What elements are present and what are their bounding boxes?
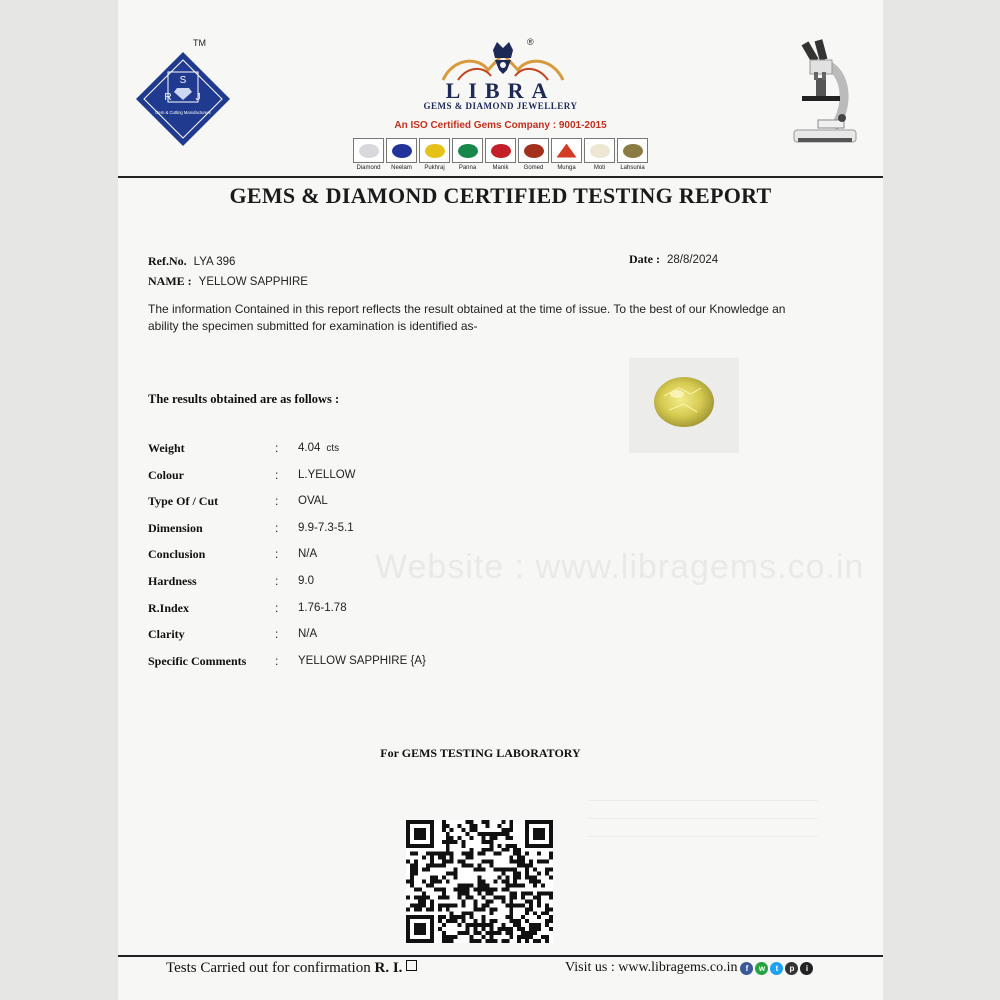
- gem-stone-icon: [359, 144, 379, 158]
- result-value: [298, 602, 347, 614]
- result-value: [298, 522, 354, 534]
- result-value: [298, 442, 339, 454]
- gem-label: Neelam: [391, 165, 412, 171]
- trademark-mark: TM: [193, 38, 206, 48]
- gem-item-diamond: [353, 138, 384, 171]
- result-colon: :: [275, 467, 279, 482]
- gem-image: [518, 138, 549, 163]
- whatsapp-icon[interactable]: w: [755, 962, 768, 975]
- visit-us-text[interactable]: Visit us : www.libragems.co.in: [565, 960, 738, 975]
- result-value-text: 1.76-1.78: [298, 601, 347, 614]
- result-value: [298, 575, 314, 587]
- result-label: Clarity: [148, 627, 185, 642]
- result-value: [298, 655, 426, 667]
- registered-mark: ®: [527, 37, 534, 47]
- microscope-icon: [786, 38, 861, 146]
- brand-name: LIBRA: [445, 78, 556, 103]
- rj-letter-j: J: [195, 92, 201, 103]
- result-value-text: OVAL: [298, 495, 328, 508]
- social-icons: [740, 962, 813, 975]
- gem-image: [386, 138, 417, 163]
- rj-letter-s: S: [179, 75, 187, 86]
- gem-image: [617, 138, 648, 163]
- gem-image: [452, 138, 483, 163]
- ref-value: LYA 396: [193, 256, 236, 268]
- gem-stone-icon: [623, 144, 643, 158]
- result-label: Type Of / Cut: [148, 494, 219, 509]
- gem-image: [419, 138, 450, 163]
- gem-type-row: [353, 138, 648, 171]
- gem-item-moti: [584, 138, 615, 171]
- results-heading: The results obtained are as follows :: [148, 392, 340, 406]
- result-value-text: L.YELLOW: [298, 468, 356, 481]
- gem-label: Moti: [593, 165, 606, 171]
- rj-letter-r: R: [164, 92, 172, 103]
- footer-confirmation: [166, 960, 417, 977]
- instagram-icon[interactable]: i: [800, 962, 813, 975]
- result-colon: :: [275, 441, 279, 455]
- certificate-sheet: [118, 0, 883, 1000]
- brand-tagline: GEMS & DIAMOND JEWELLERY: [423, 101, 578, 111]
- ghost-line: [588, 800, 818, 801]
- result-value-text: N/A: [298, 548, 318, 561]
- iso-certification: An ISO Certified Gems Company : 9001-2015: [394, 120, 607, 131]
- gem-label: Manik: [492, 165, 509, 171]
- ref-line: [148, 252, 235, 270]
- gem-item-lahsunia: [617, 138, 648, 171]
- rj-caption: Gem & Cutting Manufacturers: [155, 110, 211, 115]
- footer-rule: [118, 955, 883, 957]
- result-colon: :: [275, 520, 279, 535]
- ghost-line: [588, 818, 818, 819]
- gem-label: Munga: [557, 165, 576, 171]
- result-value: [298, 548, 317, 560]
- gem-label: Gomed: [523, 165, 544, 171]
- result-colon: :: [275, 573, 279, 588]
- date-line: [629, 250, 718, 268]
- intro-paragraph: The information Contained in this report reflects the result obtained at the time of issue. To the best of our Knowledge an ability the specimen submitted for examination is identified as-: [148, 302, 786, 333]
- ghost-line: [588, 836, 818, 837]
- ri-checkbox[interactable]: [406, 960, 417, 971]
- gem-stone-icon: [491, 144, 511, 158]
- date-value: 28/8/2024: [666, 254, 719, 266]
- result-value-text: YELLOW SAPPHIRE {A}: [298, 654, 426, 667]
- pinterest-icon[interactable]: p: [785, 962, 798, 975]
- result-label: Conclusion: [148, 547, 206, 562]
- gem-stone-icon: [557, 144, 577, 158]
- gem-item-gomed: [518, 138, 549, 171]
- gem-label: Diamond: [356, 165, 381, 171]
- gem-item-panna: [452, 138, 483, 171]
- confirmation-text: Tests Carried out for confirmation: [166, 960, 371, 976]
- gem-stone-icon: [524, 144, 544, 158]
- gem-item-manik: [485, 138, 516, 171]
- gem-stone-icon: [458, 144, 478, 158]
- gemstone-photo: [629, 358, 739, 453]
- gem-item-munga: [551, 138, 582, 171]
- result-unit: cts: [326, 443, 340, 454]
- qr-code[interactable]: [405, 820, 554, 943]
- gem-image: [353, 138, 384, 163]
- website-watermark: Website : www.libragems.co.in: [375, 548, 865, 586]
- name-value: YELLOW SAPPHIRE: [198, 276, 308, 288]
- result-label: R.Index: [148, 600, 190, 615]
- result-colon: :: [275, 627, 279, 642]
- result-colon: :: [275, 494, 279, 509]
- facebook-icon[interactable]: f: [740, 962, 753, 975]
- gem-label: Pukhraj: [424, 165, 445, 171]
- twitter-icon[interactable]: t: [770, 962, 783, 975]
- lab-signature-line: For GEMS TESTING LABORATORY: [380, 746, 581, 760]
- result-colon: :: [275, 653, 279, 668]
- result-label: Colour: [148, 467, 184, 482]
- result-colon: :: [275, 600, 279, 615]
- result-label: Dimension: [148, 520, 203, 535]
- gem-label: Lahsunia: [620, 165, 645, 171]
- footer-website: [565, 960, 813, 976]
- ref-label: Ref.No.: [148, 254, 187, 268]
- result-value: [298, 628, 317, 640]
- result-label: Weight: [148, 441, 185, 455]
- gem-stone-icon: [425, 144, 445, 158]
- gem-stone-icon: [392, 144, 412, 158]
- gem-image: [551, 138, 582, 163]
- date-label: Date :: [629, 252, 660, 266]
- confirmation-ri: R. I.: [374, 960, 403, 976]
- name-label: NAME :: [148, 274, 192, 288]
- result-value-text: 9.9-7.3-5.1: [298, 521, 354, 534]
- result-value-text: N/A: [298, 628, 318, 641]
- gem-image: [584, 138, 615, 163]
- report-title: GEMS & DIAMOND CERTIFIED TESTING REPORT: [229, 183, 772, 208]
- gem-stone-icon: [590, 144, 610, 158]
- result-value: [298, 469, 356, 481]
- result-value-text: 9.0: [298, 574, 314, 587]
- result-label: Specific Comments: [148, 653, 247, 668]
- gem-image: [485, 138, 516, 163]
- result-label: Hardness: [148, 573, 197, 588]
- gem-item-pukhraj: [419, 138, 450, 171]
- result-value-text: 4.04: [298, 442, 321, 454]
- name-line: [148, 272, 308, 290]
- gem-label: Panna: [458, 165, 477, 171]
- gem-item-neelam: [386, 138, 417, 171]
- result-colon: :: [275, 547, 279, 562]
- header-rule: [118, 176, 883, 178]
- result-value: [298, 495, 328, 507]
